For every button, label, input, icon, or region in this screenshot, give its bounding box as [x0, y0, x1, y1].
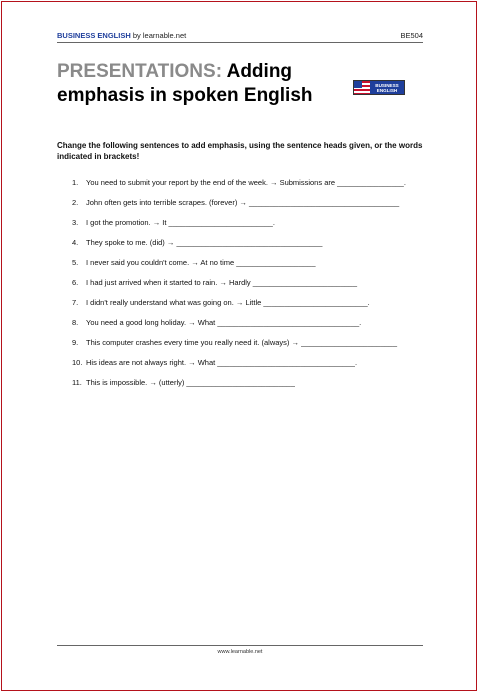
item-number: 1.	[72, 178, 79, 187]
item-text: You need to submit your report by the end of the week. → Submissions are ________________.	[86, 178, 406, 187]
title-text: Adding emphasis in spoken English	[57, 61, 313, 106]
item-text: I never said you couldn't come. → At no time ___________________	[86, 258, 316, 267]
brand-by: by learnable.net	[132, 31, 187, 40]
list-item	[72, 358, 422, 368]
logo-line-1: BUSINESS	[375, 82, 399, 88]
item-number: 6.	[72, 278, 79, 287]
list-item	[72, 318, 422, 328]
exercise-list	[72, 178, 422, 398]
list-item	[72, 378, 422, 388]
item-text: This is impossible. → (utterly) __________________________	[86, 378, 295, 387]
item-number: 4.	[72, 238, 79, 247]
footer-divider	[57, 645, 423, 646]
logo-line-2: ENGLISH	[376, 87, 398, 93]
list-item	[72, 338, 422, 348]
title-category: PRESENTATIONS:	[57, 61, 223, 82]
header-divider	[57, 42, 423, 43]
item-text: John often gets into terrible scrapes. (forever) → ____________________________________	[86, 198, 400, 207]
logo-text	[370, 81, 404, 94]
item-number: 11.	[72, 378, 82, 387]
list-item	[72, 298, 422, 308]
item-number: 3.	[72, 218, 79, 227]
list-item	[72, 198, 422, 208]
page-header	[57, 31, 423, 40]
list-item	[72, 258, 422, 268]
page-title	[57, 60, 357, 108]
item-text: They spoke to me. (did) → ___________________________________	[86, 238, 323, 247]
item-text: I didn't really understand what was going on. → Little _________________________.	[86, 298, 370, 307]
footer-url: www.learnable.net	[217, 649, 263, 655]
business-english-logo	[353, 80, 405, 95]
item-number: 9.	[72, 338, 79, 347]
instructions: Change the following sentences to add emphasis, using the sentence heads given, or the words indicated in brackets!	[57, 141, 423, 161]
list-item	[72, 238, 422, 248]
item-text: I had just arrived when it started to rain. → Hardly _________________________	[86, 278, 358, 287]
item-number: 5.	[72, 258, 79, 267]
item-text: I got the promotion. → It _________________________.	[86, 218, 275, 227]
item-number: 8.	[72, 318, 79, 327]
list-item	[72, 218, 422, 228]
list-item	[72, 278, 422, 288]
item-text: This computer crashes every time you really need it. (always) → _______________________	[86, 338, 398, 347]
item-text: His ideas are not always right. → What _________________________________.	[86, 358, 358, 367]
brand-name: BUSINESS ENGLISH	[57, 31, 131, 40]
document-code: BE504	[400, 31, 423, 40]
us-flag-icon	[354, 81, 370, 94]
header-left	[57, 31, 186, 40]
item-number: 7.	[72, 298, 79, 307]
item-number: 10.	[72, 358, 83, 367]
item-number: 2.	[72, 198, 79, 207]
item-text: You need a good long holiday. → What __________________________________.	[86, 318, 362, 327]
list-item	[72, 178, 422, 188]
